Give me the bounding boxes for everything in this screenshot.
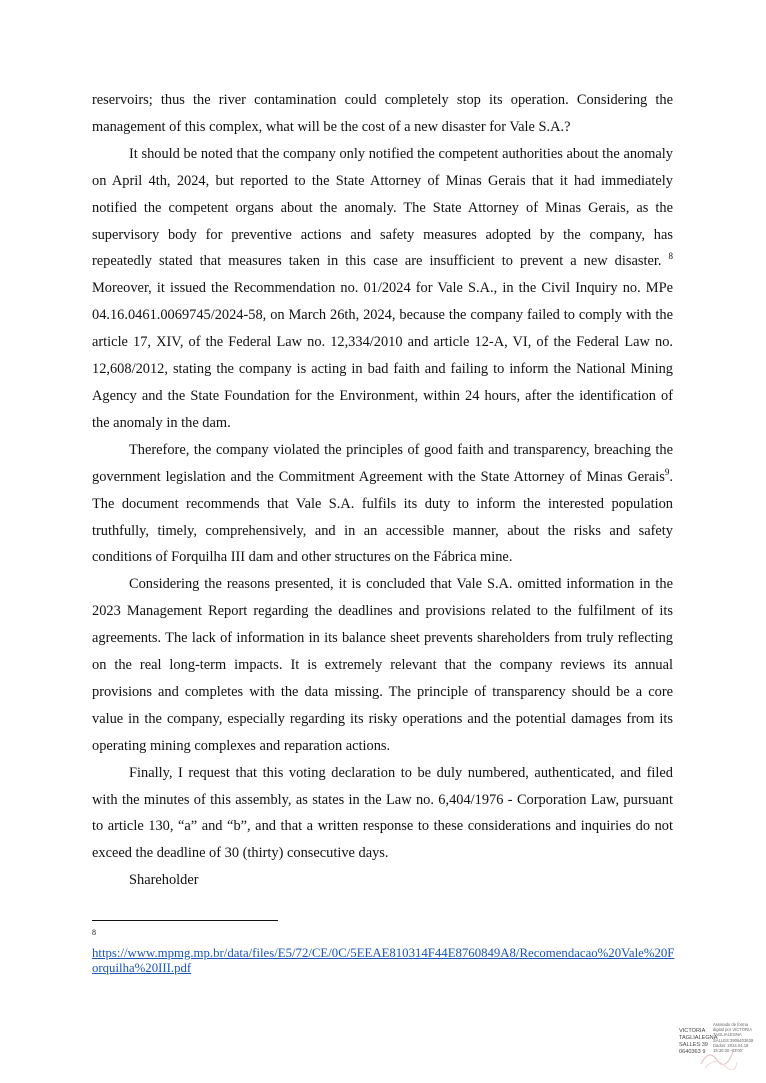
footnote-divider (92, 920, 278, 921)
signature-details: Assinado de forma digital por VICTORIA TAGLIALEGNA SALLES:3906403639 Dados: 2024.04.19 15:30:30 -03'00' (713, 1022, 754, 1054)
paragraph-2-text-b: Moreover, it issued the Recommendation no. 01/2024 for Vale S.A., in the Civil Inquiry no. MPe 04.16.0461.0069745/2024-58, on March 26th, 2024, because the company failed to comply with the article 17, XIV, of the Federal Law no. 12,334/2010 and article 12-A, VI, of the Federal Law no. 12,608/2012, stating the company is acting in bad faith and failing to inform the National Mining Agency and the State Foundation for the Environment, within 24 hours, after the identification of the anomaly in the dam. (92, 280, 673, 431)
paragraph-2 (92, 141, 673, 437)
paragraph-1: reservoirs; thus the river contamination could completely stop its operation. Considering the management of this complex, what will be the cost of a new disaster for Vale S.A.? (92, 92, 673, 135)
footnote-link[interactable]: https://www.mpmg.mp.br/data/files/E5/72/CE/0C/5EEAE810314F44E8760849A8/Recomendacao%20Vale%20Forquilha%20III.pdf (92, 946, 675, 975)
paragraph-3 (92, 437, 673, 572)
paragraph-5: Finally, I request that this voting declaration to be duly numbered, authenticated, and filed with the minutes of this assembly, as states in the Law no. 6,404/1976 - Corporation Law, pursuant to article 130, “a” and “b”, and that a written response to these considerations and inquiries do not exceed the deadline of 30 (thirty) consecutive days. (92, 764, 673, 862)
paragraph-3-text-b: . The document recommends that Vale S.A. fulfils its duty to inform the interested population truthfully, timely, comprehensively, and in an accessible manner, about the risks and safety conditions of Forquilha III dam and other structures on the Fábrica mine. (92, 468, 673, 566)
signature-label: Shareholder (129, 872, 199, 889)
signer-name: VICTORIA TAGLIALEGNA SALLES:39 0640363 9 (679, 1028, 718, 1055)
paragraph-3-text-a: Therefore, the company violated the principles of good faith and transparency, breaching the government legislation and the Commitment Agreement with the State Attorney of Minas Gerais (92, 441, 673, 485)
document-body (92, 87, 673, 894)
footnote-number: 8 (92, 928, 96, 937)
paragraph-4: Considering the reasons presented, it is concluded that Vale S.A. omitted information in the 2023 Management Report regarding the deadlines and provisions related to the fulfilment of its agreements. The lack of information in its balance sheet prevents shareholders from truly reflecting on the real long-term impacts. It is extremely relevant that the company reviews its annual provisions and completes with the data missing. The principle of transparency should be a core value in the company, especially regarding its risky operations and the potential damages from its operating mining complexes and reparation actions. (92, 576, 673, 754)
paragraph-2-text-a: It should be noted that the company only notified the competent authorities about the anomaly on April 4th, 2024, but reported to the State Attorney of Minas Gerais that it had immediately notified the competent organs about the anomaly. The State Attorney of Minas Gerais, as the supervisory body for preventive actions and safety measures adopted by the company, has repeatedly stated that measures taken in this case are insufficient to prevent a new disaster. (92, 145, 673, 270)
footnote-ref-8[interactable]: 8 (668, 251, 673, 262)
digital-signature-stamp (679, 1022, 759, 1070)
footnote-ref-9[interactable]: 9 (664, 466, 670, 477)
